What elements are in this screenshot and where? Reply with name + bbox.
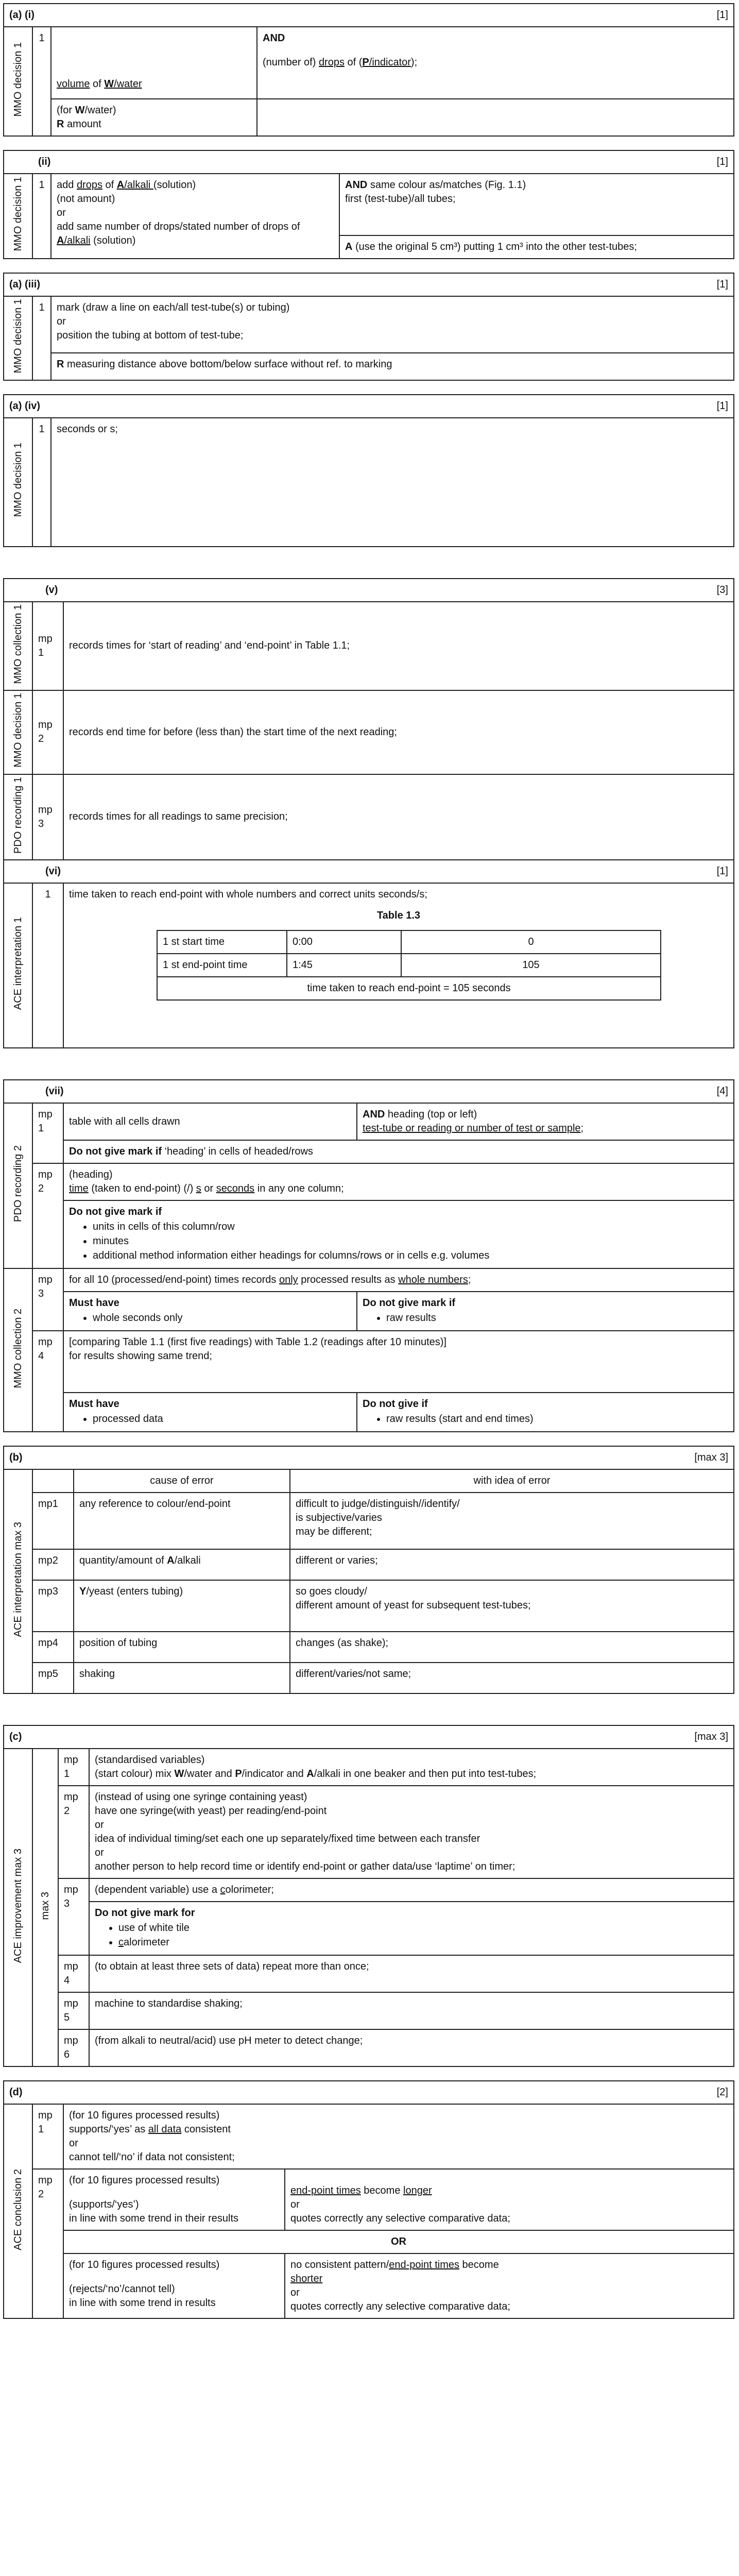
section-header <box>4 273 734 296</box>
exclusion-note <box>63 1140 734 1163</box>
answer-note <box>51 99 257 136</box>
text-run: (taken to end-point) (/) <box>88 1183 196 1195</box>
answer-right <box>285 2253 734 2318</box>
mark-point: mp3 <box>32 774 63 860</box>
text-run: (for 10 figures processed results) <box>69 2110 220 2122</box>
marks: [4] <box>716 1086 728 1097</box>
mark-point: mp3 <box>32 1268 63 1331</box>
text-run: c <box>118 1937 124 1948</box>
table-row: 1 st start time 0:00 0 <box>157 930 661 954</box>
text-run: whole numbers <box>398 1274 468 1286</box>
text-run: c <box>220 1884 226 1896</box>
answer-text: time taken to reach end-point with whole numbers and correct units seconds/s; Table 1.3 1 st start time 0:00 0 1 st end-point time 1:45 105 time taken to reach end-point = 105 seconds <box>63 883 734 1048</box>
text-run: use of white tile <box>118 1922 190 1934</box>
mark-number: 1 <box>32 27 51 136</box>
text-run: volume <box>57 78 90 90</box>
question-label: (a) (iii) <box>9 279 40 290</box>
text-run: shorter <box>290 2273 323 2285</box>
text-line <box>290 2300 728 2314</box>
question-label: (vii) <box>45 1086 64 1097</box>
section-a-i <box>0 3 739 137</box>
mark-point: mp2 <box>32 2169 63 2318</box>
answer-left: (for 10 figures processed results) (rejects/‘no’/cannot tell) in line with some trend in results <box>63 2253 285 2318</box>
text-run: /alkali <box>174 1555 201 1567</box>
text-line <box>290 2184 728 2198</box>
mark-point: mp4 <box>32 1331 63 1432</box>
text-run: all data <box>148 2124 182 2136</box>
text-run: Do not give mark if <box>69 1146 162 1158</box>
text-run: P <box>362 57 369 68</box>
answer-text <box>63 2104 734 2169</box>
text-run: (number of) <box>263 57 319 68</box>
table-row: mp2 quantity/amount of A/alkali different or varies; <box>4 1549 734 1580</box>
skill-label: MMO collection 2 <box>4 1268 32 1432</box>
text-run: or <box>290 2199 300 2211</box>
text-run: ); <box>410 57 418 68</box>
text-run: supports/‘yes’ as <box>69 2124 148 2136</box>
mark-point: mp2 <box>32 690 63 774</box>
skill-label: MMO collection 1 <box>4 602 32 691</box>
text-line <box>95 1753 728 1767</box>
question-label: (a) (iv) <box>9 400 40 412</box>
text-line <box>345 192 728 206</box>
skill-label: PDO recording 2 <box>4 1103 32 1268</box>
text-run: for all 10 (processed/end-point) times records <box>69 1274 279 1286</box>
section-header <box>4 860 734 883</box>
text-run: any reference to colour/end-point <box>79 1498 231 1510</box>
mark-number: 1 <box>32 296 51 380</box>
text-run: (not amount) <box>57 193 115 205</box>
marks: [1] <box>716 279 728 290</box>
text-run: Y <box>79 1586 87 1598</box>
text-run: A <box>116 179 125 191</box>
mark-number: 1 <box>32 883 63 1048</box>
answer-left <box>51 27 257 99</box>
marks: [1] <box>716 400 728 412</box>
answer-text: records times for ‘start of reading’ and ‘end-point’ in Table 1.1; <box>63 602 734 691</box>
text-line <box>57 220 334 248</box>
text-run: drops <box>76 179 102 191</box>
exclusion-list: • units in cells of this column/row • minutes • additional method information either headings for columns/rows or in cells e.g. volumes <box>82 1220 728 1263</box>
text-line <box>345 178 728 192</box>
text-run: s <box>196 1183 201 1195</box>
marks: [1] <box>716 9 728 21</box>
skill-label: ACE conclusion 2 <box>4 2104 32 2318</box>
mark-point: mp4 <box>58 1955 89 1992</box>
text-run: W <box>75 105 85 116</box>
skill-label: MMO decision 1 <box>4 690 32 774</box>
text-run: or <box>69 2138 78 2149</box>
text-line <box>290 2198 728 2212</box>
text-run: test-tube or reading or number of test or sample <box>363 1123 581 1134</box>
text-run: or <box>290 2287 300 2299</box>
text-run: /water) <box>84 105 116 116</box>
answer-text: (from alkali to neutral/acid) use pH meter to detect change; <box>89 2029 734 2066</box>
table-row: 1 st end-point time 1:45 105 <box>157 954 661 977</box>
text-run: same colour as/matches (Fig. 1.1) <box>367 179 526 191</box>
marks: [1] <box>716 866 728 877</box>
text-run: no consistent pattern/ <box>290 2259 389 2271</box>
text-run: /alkali <box>64 235 91 246</box>
text-run: ; <box>468 1274 471 1286</box>
marks: [max 3] <box>694 1731 728 1743</box>
text-run: of ( <box>344 57 363 68</box>
section-b <box>0 1446 739 1694</box>
text-run: quantity/amount of <box>79 1555 167 1567</box>
text-line <box>363 1122 728 1136</box>
answer-note <box>339 235 734 259</box>
exclusion-note: Do not give mark if • raw results <box>357 1292 734 1331</box>
max-label: max 3 <box>32 1749 58 2066</box>
section-header <box>4 579 734 602</box>
section-d <box>0 2080 739 2319</box>
text-line <box>69 2150 728 2164</box>
text-line <box>69 1182 728 1196</box>
or-divider: OR <box>63 2230 734 2253</box>
skill-label: MMO decision 1 <box>4 174 32 259</box>
text-run: add <box>57 179 77 191</box>
answer-left: table with all cells drawn <box>63 1103 357 1140</box>
text-run: W <box>174 1768 184 1780</box>
answer-left: (for 10 figures processed results) (supports/‘yes’) in line with some trend in their results <box>63 2169 285 2230</box>
answer-text: machine to standardise shaking; <box>89 1992 734 2029</box>
text-run: /indicator <box>369 57 411 68</box>
text-line <box>95 1767 728 1781</box>
skill-label: MMO decision 1 <box>4 27 32 136</box>
text-run: (dependent variable) use a <box>95 1884 220 1896</box>
section-a-iv <box>0 394 739 547</box>
marks: [2] <box>716 2087 728 2098</box>
text-run: heading (top or left) <box>385 1109 477 1121</box>
section-a-ii <box>0 150 739 259</box>
answer-text: records end time for before (less than) the start time of the next reading; <box>63 690 734 774</box>
text-run: of <box>102 179 117 191</box>
section-v-vi <box>0 578 739 1049</box>
answer-text: seconds or s; <box>51 418 734 547</box>
marks: [1] <box>716 156 728 167</box>
mark-scheme <box>0 3 739 2319</box>
answer-text <box>89 1749 734 1786</box>
text-run: A <box>306 1768 314 1780</box>
text-run: (heading) <box>69 1169 113 1181</box>
table-row: mp3 Y/yeast (enters tubing) so goes cloudy/ different amount of yeast for subsequent test-tubes; <box>4 1580 734 1632</box>
mark-point: mp5 <box>58 1992 89 2029</box>
text-run: only <box>279 1274 298 1286</box>
section-header <box>4 1446 734 1469</box>
text-run: A <box>57 235 64 246</box>
answer-note <box>51 353 734 380</box>
answer-text: mark (draw a line on each/all test-tube(s) or tubing) or position the tubing at bottom of test-tube; <box>51 296 734 353</box>
text-run: R <box>57 118 64 130</box>
answer-text <box>63 1268 734 1292</box>
answer-right <box>285 2169 734 2230</box>
text-run: AND <box>363 1109 385 1121</box>
answer-left <box>51 174 339 259</box>
text-run: or <box>201 1183 216 1195</box>
text-run: (standardised variables) <box>95 1754 205 1766</box>
text-run: end-point times <box>290 2185 361 2197</box>
text-line <box>290 2258 728 2272</box>
skill-label: PDO recording 1 <box>4 774 32 860</box>
answer-text: records times for all readings to same precision; <box>63 774 734 860</box>
table-row: mp4 position of tubing changes (as shake); <box>4 1632 734 1663</box>
text-line <box>69 2137 728 2150</box>
text-line <box>363 1108 728 1122</box>
question-label: (d) <box>9 2087 23 2098</box>
text-line <box>69 1168 728 1182</box>
text-run: drops <box>318 57 345 68</box>
section-header <box>4 150 734 174</box>
mark-point: mp1 <box>32 2104 63 2169</box>
text-run: position of tubing <box>79 1637 158 1649</box>
text-run: longer <box>403 2185 432 2197</box>
mark-point: mp2 <box>32 1163 63 1268</box>
text-run: A <box>167 1555 175 1567</box>
text-line <box>57 206 334 220</box>
text-run: (solution) <box>90 235 136 246</box>
text-run: of <box>90 78 105 90</box>
answer-right <box>357 1103 734 1140</box>
text-run: AND <box>345 179 368 191</box>
text-run: olorimeter; <box>225 1884 274 1896</box>
skill-label: ACE improvement max 3 <box>4 1749 32 2066</box>
answer-right <box>339 174 734 235</box>
answer-text: (to obtain at least three sets of data) repeat more than once; <box>89 1955 734 1992</box>
exclusion-note: Do not give mark if • units in cells of this column/row • minutes • additional method information either headings for columns/rows or in cells e.g. volumes <box>63 1200 734 1268</box>
marks: [max 3] <box>694 1452 728 1464</box>
section-a-iii <box>0 273 739 381</box>
section-vii <box>0 1079 739 1432</box>
text-run: /indicator and <box>242 1768 307 1780</box>
section-header <box>4 1080 734 1103</box>
table-title: Table 1.3 <box>376 910 421 922</box>
text-run: (solution) <box>153 179 196 191</box>
text-run: W <box>104 78 114 90</box>
text-run: end-point times <box>389 2259 459 2271</box>
text-run: R <box>57 359 64 370</box>
question-label: (a) (i) <box>9 9 35 21</box>
text-line <box>290 2286 728 2300</box>
text-run: /alkali in one beaker and then put into test-tubes; <box>314 1768 537 1780</box>
question-label: (b) <box>9 1452 23 1464</box>
text-run: P <box>235 1768 242 1780</box>
text-run: amount <box>64 118 101 130</box>
question-label: (v) <box>45 584 58 596</box>
text-run: become <box>459 2259 499 2271</box>
text-run: in any one column; <box>254 1183 344 1195</box>
mark-number: 1 <box>32 174 51 259</box>
mark-point: mp1 <box>58 1749 89 1786</box>
mark-point: mp1 <box>32 602 63 691</box>
text-run: A <box>345 241 353 252</box>
column-header: cause of error <box>74 1469 290 1493</box>
mark-point: mp6 <box>58 2029 89 2066</box>
text-line <box>69 2123 728 2137</box>
text-run: /yeast (enters tubing) <box>86 1586 183 1598</box>
mark-point: mp2 <box>58 1786 89 1878</box>
column-header: with idea of error <box>290 1469 734 1493</box>
text-run: add same number of drops/stated number of drops of <box>57 221 300 232</box>
text-run: (for <box>57 105 75 116</box>
text-run: time <box>69 1183 89 1195</box>
exclusion-note: Do not give if • raw results (start and end times) <box>357 1393 734 1432</box>
text-run: (start colour) mix <box>95 1768 175 1780</box>
question-label: (vi) <box>45 866 61 877</box>
text-run: become <box>360 2185 404 2197</box>
skill-label: ACE interpretation 1 <box>4 883 32 1048</box>
text-run: cannot tell/‘no’ if data not consistent; <box>69 2151 235 2163</box>
skill-label: MMO decision 1 <box>4 296 32 380</box>
text-run: /water <box>114 78 142 90</box>
text-run: ; <box>580 1123 584 1134</box>
question-label: (c) <box>9 1731 22 1743</box>
mark-number: 1 <box>32 418 51 547</box>
example-table <box>157 930 661 1001</box>
exclusion-note: Do not give mark for • use of white tile • calorimeter <box>89 1902 734 1955</box>
section-header <box>4 1725 734 1749</box>
section-header <box>4 2081 734 2104</box>
text-run: quotes correctly any selective comparative data; <box>290 2301 510 2313</box>
text-run: shaking <box>79 1668 115 1680</box>
text-line <box>290 2212 728 2226</box>
blank-cell <box>32 1469 74 1493</box>
text-run: processed results as <box>298 1274 399 1286</box>
skill-label: ACE interpretation max 3 <box>4 1469 32 1693</box>
must-have: Must have • whole seconds only <box>63 1292 357 1331</box>
text-line <box>69 2109 728 2123</box>
blank-cell <box>257 99 734 136</box>
text-run: (use the original 5 cm³) putting 1 cm³ into the other test-tubes; <box>352 241 637 252</box>
text-line <box>57 178 334 192</box>
section-header <box>4 4 734 27</box>
text-line <box>57 192 334 206</box>
text-run: /alkali <box>124 179 153 191</box>
table-row: mp5 shaking different/varies/not same; <box>4 1663 734 1693</box>
answer-text <box>89 1878 734 1902</box>
text-run: or <box>57 207 66 218</box>
text-run: first (test-tube)/all tubes; <box>345 193 456 205</box>
text-line <box>290 2272 728 2286</box>
answer-text <box>63 1163 734 1200</box>
table-row: mp1 any reference to colour/end-point difficult to judge/distinguish//identify/ is subjective/varies may be different; <box>4 1493 734 1549</box>
question-label: (ii) <box>38 156 51 167</box>
section-c <box>0 1725 739 2067</box>
text-run: seconds <box>216 1183 255 1195</box>
mark-point: mp1 <box>32 1103 63 1163</box>
text-run: measuring distance above bottom/below surface without ref. to marking <box>64 359 392 370</box>
must-have: Must have • processed data <box>63 1393 357 1432</box>
answer-right: AND (number of) drops of (P/indicator); <box>257 27 734 99</box>
text-run: ‘heading’ in cells of headed/rows <box>162 1146 313 1158</box>
answer-text: (instead of using one syringe containing yeast) have one syringe(with yeast) per reading/end-point or idea of individual timing/set each one up separately/fixed time between each transfer or another person to help record time or identify end-point or gather data/use ‘laptime’ on timer; <box>89 1786 734 1878</box>
mark-point: mp3 <box>58 1878 89 1955</box>
text-run: alorimeter <box>124 1937 169 1948</box>
section-header <box>4 395 734 418</box>
skill-label: MMO decision 1 <box>4 418 32 547</box>
text-run: consistent <box>181 2124 231 2136</box>
table-row: time taken to reach end-point = 105 seconds <box>157 977 661 1000</box>
text-run: quotes correctly any selective comparative data; <box>290 2213 510 2225</box>
marks: [3] <box>716 584 728 596</box>
text-run: /water and <box>184 1768 235 1780</box>
answer-text: [comparing Table 1.1 (first five readings) with Table 1.2 (readings after 10 minutes)] for results showing same trend; <box>63 1331 734 1393</box>
